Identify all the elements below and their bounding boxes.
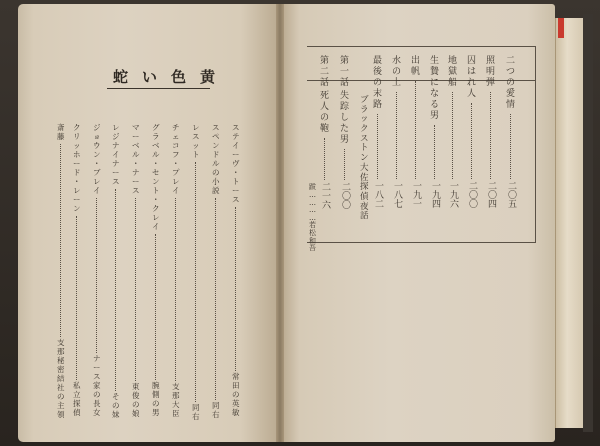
entry-note-char: 敏 (232, 408, 240, 418)
entry-char: 照 (486, 56, 496, 66)
entry-char: ル (152, 150, 160, 159)
entry-char: プ (172, 168, 180, 177)
entry-note-char: ナ (93, 354, 101, 363)
chapter-entry (467, 57, 476, 208)
entry-char: た (340, 124, 350, 134)
leader-dots (155, 234, 156, 380)
entry-char: 一 (340, 67, 350, 77)
entry-char: の (373, 78, 383, 88)
entry-note-char: 俊 (132, 391, 140, 401)
entry-char: 水 (392, 56, 402, 66)
entry-note-char: 立 (73, 390, 81, 400)
entry-note-char: の (152, 398, 160, 408)
character-entry (172, 124, 180, 419)
entry-char: … (309, 213, 316, 222)
entry-note-char: 同 (192, 402, 200, 412)
entry-char: 人 (320, 102, 330, 112)
entry-char: ン (93, 150, 101, 159)
entry-char: ー (112, 168, 120, 177)
character-entry (73, 124, 81, 418)
entry-note-char: 領 (57, 409, 65, 419)
entry-char: イ (152, 222, 160, 231)
character-entry (212, 124, 220, 420)
page-number: 二〇〇 (340, 182, 350, 209)
entry-char: ェ (172, 132, 180, 141)
entry-char: 松 (309, 228, 316, 237)
entry-char: ラ (360, 104, 369, 115)
book-cover-edge (583, 14, 593, 432)
character-entry (57, 124, 65, 420)
entry-char: の (212, 168, 220, 177)
entry-char: 斎 (57, 123, 65, 132)
page-number: 一九六 (448, 181, 458, 208)
entry-char: ー (132, 177, 140, 186)
entry-char: ブ (360, 95, 369, 105)
chapter-entry (373, 57, 382, 208)
leader-dots (471, 103, 472, 179)
story-entry (340, 57, 349, 209)
entry-note-char: 結 (57, 373, 65, 383)
entry-char: ル (212, 159, 220, 168)
entry-note-char: の (93, 390, 101, 399)
page-number: 一九一 (411, 181, 421, 208)
page-number: 一八二 (373, 181, 383, 208)
leader-dots (215, 198, 216, 400)
entry-char: ッ (360, 114, 369, 125)
entry-char: イ (112, 150, 120, 159)
entry-char: ク (152, 204, 160, 213)
entry-char: ク (360, 124, 369, 135)
entry-char: イ (93, 186, 101, 195)
entry-char: ペ (212, 132, 220, 141)
entry-char: ン (152, 177, 160, 186)
entry-char: 夜 (360, 201, 369, 212)
entry-note-char: の (132, 400, 140, 410)
leader-dots (115, 189, 116, 391)
postscript-entry (309, 184, 316, 253)
entry-char: 大 (360, 162, 369, 173)
entry-char: リ (73, 132, 81, 141)
entry-char: ド (73, 168, 81, 177)
title-char: 色 (171, 68, 187, 86)
entry-char: 吾 (309, 244, 316, 252)
leader-dots (510, 114, 511, 179)
entry-char: ー (232, 150, 240, 159)
entry-char: の (506, 78, 516, 88)
entry-char: 明 (486, 67, 496, 77)
entry-char: レ (73, 186, 81, 195)
page-number: 二〇五 (506, 181, 516, 208)
entry-note-char: 支 (172, 382, 180, 392)
entry-char: 末 (373, 89, 383, 99)
entry-char: に (430, 78, 440, 88)
entry-char: ・ (93, 159, 101, 168)
entry-char: 踪 (340, 102, 350, 112)
page-number: 二〇四 (486, 181, 496, 208)
entry-char: 第 (340, 56, 350, 66)
character-entry (152, 124, 160, 418)
entry-char: 獄 (448, 67, 458, 77)
story-entry (320, 57, 329, 209)
entry-char: … (309, 198, 316, 207)
entry-note-char: 秘 (57, 355, 65, 365)
entry-char: し (340, 113, 350, 123)
chapter-entry (392, 57, 401, 208)
entry-char: 話 (320, 78, 330, 88)
entry-note-char: ス (93, 372, 101, 381)
entry-char: ー (73, 159, 81, 168)
entry-note-char: 偵 (73, 408, 81, 418)
entry-char: チ (172, 123, 180, 132)
entry-char: ド (212, 150, 220, 159)
entry-char: 後 (373, 67, 383, 77)
entry-char: ホ (73, 150, 81, 159)
entry-char: 失 (340, 91, 350, 101)
entry-note-char: 私 (73, 381, 81, 391)
entry-char: 話 (360, 211, 369, 222)
entry-char: 情 (506, 100, 516, 110)
title-char: 黄 (200, 68, 216, 86)
entry-char: ク (73, 123, 81, 132)
entry-note-char: 探 (73, 399, 81, 409)
entry-char: 男 (340, 135, 350, 145)
entry-char: セ (152, 168, 160, 177)
entry-char: 男 (430, 111, 440, 121)
entry-char: 跋 (309, 183, 316, 191)
entry-char: 帆 (411, 67, 421, 77)
entry-char: ス (232, 123, 240, 132)
entry-char: 佐 (360, 172, 369, 183)
book-gutter (276, 4, 284, 442)
entry-note-char: 長 (93, 399, 101, 408)
entry-char: ナ (112, 159, 120, 168)
leader-dots (195, 162, 196, 402)
entry-char: ス (212, 123, 220, 132)
entry-char: ベ (152, 141, 160, 150)
page-stack-edge (555, 18, 584, 428)
page-title (113, 66, 215, 87)
page-number: 一八七 (392, 181, 402, 208)
entry-char: ル (132, 150, 140, 159)
leader-dots (60, 144, 61, 337)
entry-char: 話 (340, 78, 350, 88)
chapter-entry (506, 57, 515, 208)
entry-char: 偵 (360, 191, 369, 202)
entry-char: ・ (172, 159, 180, 168)
contents-bottom-rule (307, 242, 535, 243)
entry-char: ナ (112, 141, 120, 150)
entry-char: ッ (73, 141, 81, 150)
leader-dots (235, 207, 236, 371)
title-char: い (142, 68, 158, 86)
entry-char: の (392, 67, 402, 77)
entry-char: 愛 (506, 89, 516, 99)
chapter-entry (411, 57, 420, 208)
entry-char: マ (132, 123, 140, 132)
entry-char: レ (112, 123, 120, 132)
entry-char: つ (506, 67, 516, 77)
entry-char: 説 (212, 186, 220, 195)
leader-dots (415, 81, 416, 179)
entry-char: 路 (373, 100, 383, 110)
entry-char: 若 (309, 221, 316, 229)
entry-char: ・ (152, 159, 160, 168)
entry-note-char: 腕 (152, 380, 160, 390)
entry-char: 死 (320, 91, 330, 101)
entry-char: レ (152, 213, 160, 222)
entry-char: 上 (392, 78, 402, 88)
entry-char: ト (152, 186, 160, 195)
story-collection-title (360, 96, 369, 222)
entry-char: 人 (467, 89, 477, 99)
entry-note-char: 那 (172, 391, 180, 401)
entry-char: ・ (73, 177, 81, 186)
entry-char: 二 (320, 67, 330, 77)
entry-char: ヴ (232, 159, 240, 168)
page-number: 一九四 (430, 181, 440, 208)
leader-dots (396, 92, 397, 179)
entry-char: グ (152, 123, 160, 132)
entry-char: テ (232, 132, 240, 141)
entry-char: ー (232, 186, 240, 195)
entry-char: 船 (448, 78, 458, 88)
entry-char: ジ (93, 123, 101, 132)
entry-note-char: 那 (57, 346, 65, 356)
entry-char: る (430, 100, 440, 110)
entry-char: ベ (132, 141, 140, 150)
entry-char: 二 (506, 56, 516, 66)
leader-dots (434, 125, 435, 179)
red-stamp-mark (558, 18, 564, 38)
entry-note-char: 同 (212, 401, 220, 410)
entry-char: 生 (430, 56, 440, 66)
entry-char: ス (132, 186, 140, 195)
entry-char: ー (73, 195, 81, 204)
entry-char: れ (467, 78, 477, 88)
entry-char: ー (132, 132, 140, 141)
entry-note-char: 妹 (112, 410, 120, 419)
entry-note-char: 臣 (172, 409, 180, 419)
title-underline (107, 88, 210, 89)
character-entry (93, 124, 101, 418)
entry-char: ジ (112, 132, 120, 141)
entry-char: ・ (152, 195, 160, 204)
entry-char: 贄 (430, 67, 440, 77)
title-char: 蛇 (113, 68, 129, 86)
entry-char: ・ (132, 159, 140, 168)
entry-char: は (467, 67, 477, 77)
character-entry (112, 124, 120, 420)
entry-char: コ (172, 141, 180, 150)
entry-char: 小 (212, 177, 220, 186)
character-entry (232, 124, 240, 418)
entry-char: ス (112, 177, 120, 186)
entry-note-char: そ (112, 392, 120, 401)
entry-char: ト (192, 150, 200, 159)
leader-dots (490, 92, 491, 179)
entry-char: 和 (309, 236, 316, 245)
entry-char: 囚 (467, 56, 477, 66)
entry-char: ト (232, 177, 240, 186)
chapter-entry (430, 57, 439, 208)
entry-note-char: 右 (212, 410, 220, 419)
entry-note-char: ー (93, 363, 101, 372)
entry-char: ス (192, 132, 200, 141)
entry-char: 鞄 (320, 124, 330, 134)
entry-note-char: 常 (232, 372, 240, 382)
entry-note-char: 主 (57, 400, 65, 410)
entry-note-char: の (112, 401, 120, 410)
entry-char: … (309, 191, 316, 199)
entry-note-char: 娘 (132, 409, 140, 419)
entry-char: 藤 (57, 132, 65, 141)
entry-note-char: 田 (232, 381, 240, 391)
entry-char: ョ (93, 132, 101, 141)
page-number: 二〇〇 (467, 181, 477, 208)
entry-char: ト (360, 143, 369, 154)
leader-dots (76, 216, 77, 380)
entry-note-char: 女 (93, 408, 101, 417)
leader-dots (324, 138, 325, 180)
entry-char: ス (360, 133, 369, 144)
entry-note-char: 家 (93, 381, 101, 390)
entry-char: ウ (93, 141, 101, 150)
entry-char: 出 (411, 56, 421, 66)
entry-note-char: 側 (152, 389, 160, 399)
entry-char: ラ (152, 132, 160, 141)
entry-char: イ (172, 186, 180, 195)
entry-char: の (320, 113, 330, 123)
entry-note-char: 密 (57, 364, 65, 374)
entry-note-char: 大 (172, 400, 180, 410)
entry-note-char: 支 (57, 337, 65, 347)
entry-char: な (430, 89, 440, 99)
entry-char: ナ (132, 168, 140, 177)
leader-dots (135, 198, 136, 381)
entry-note-char: の (57, 391, 65, 401)
page-number: 二一六 (320, 182, 330, 209)
entry-note-char: 右 (192, 411, 200, 421)
entry-char: ン (73, 204, 81, 213)
entry-char: ス (232, 195, 240, 204)
entry-note-char: の (232, 390, 240, 400)
character-entry (132, 124, 140, 419)
entry-note-char: 英 (232, 399, 240, 409)
leader-dots (377, 114, 378, 179)
entry-char: ン (360, 153, 369, 164)
entry-char: 弾 (486, 78, 496, 88)
entry-note-char: 男 (152, 407, 160, 417)
entry-char: イ (232, 141, 240, 150)
chapter-entry (448, 57, 457, 208)
entry-char: ン (212, 141, 220, 150)
leader-dots (175, 198, 176, 381)
entry-char: ブ (93, 168, 101, 177)
chapter-entry (486, 57, 495, 208)
entry-char: レ (192, 123, 200, 132)
entry-char: 最 (373, 56, 383, 66)
entry-char: … (309, 206, 316, 214)
entry-char: 第 (320, 56, 330, 66)
entry-char: レ (172, 177, 180, 186)
entry-char: フ (172, 150, 180, 159)
entry-char: ッ (192, 141, 200, 150)
entry-char: 探 (360, 182, 369, 193)
entry-note-char: 社 (57, 382, 65, 392)
leader-dots (452, 92, 453, 179)
entry-char: レ (93, 177, 101, 186)
character-entry (192, 124, 200, 422)
entry-char: 地 (448, 56, 458, 66)
entry-char: ・ (232, 168, 240, 177)
entry-note-char: 東 (132, 382, 140, 392)
leader-dots (96, 198, 97, 353)
leader-dots (344, 149, 345, 180)
